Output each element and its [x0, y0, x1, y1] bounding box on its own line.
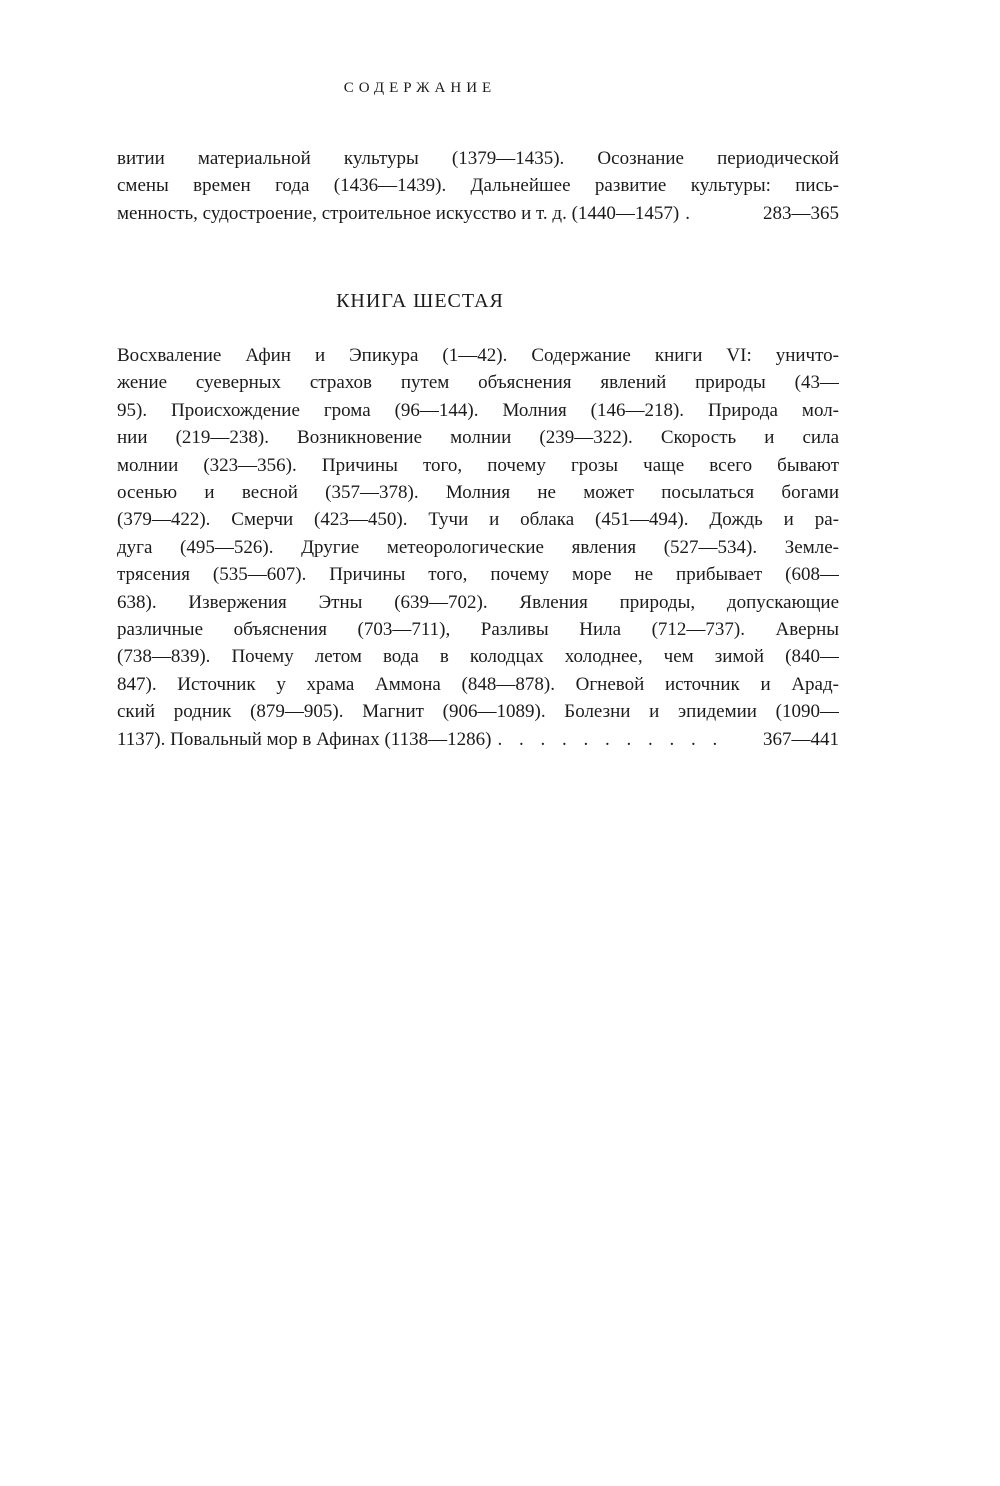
dot-leaders: .	[685, 202, 696, 224]
toc-entry-previous	[117, 145, 839, 227]
toc-line: ский родник (879—905). Магнит (906—1089). Болезни и эпидемии (1090—	[117, 701, 839, 723]
toc-line: дуга (495—526). Другие метеорологические явления (527—534). Земле-	[117, 536, 839, 558]
toc-line: жение суеверных страхов путем объяснения явлений природы (43—	[117, 372, 839, 394]
page-header: СОДЕРЖАНИЕ	[343, 80, 497, 96]
toc-line-text: 1137). Повальный мор в Афинах (1138—1286)	[117, 728, 492, 750]
dot-leaders: . . . . . . . . . . .	[497, 728, 724, 750]
page-range: 283—365	[763, 202, 839, 224]
toc-line-text: менность, судостроение, строительное искусство и т. д. (1440—1457)	[117, 202, 680, 224]
toc-line-last	[117, 200, 839, 227]
toc-line: (379—422). Смерчи (423—450). Тучи и облака (451—494). Дождь и ра-	[117, 509, 839, 531]
book-six-title: КНИГА ШЕСТАЯ	[336, 290, 504, 312]
toc-line: (738—839). Почему летом вода в колодцах холоднее, чем зимой (840—	[117, 646, 839, 668]
toc-line: смены времен года (1436—1439). Дальнейшее развитие культуры: пись-	[117, 175, 839, 197]
toc-line: молнии (323—356). Причины того, почему грозы чаще всего бывают	[117, 454, 839, 476]
toc-line: 638). Извержения Этны (639—702). Явления природы, допускающие	[117, 591, 839, 613]
toc-line-last	[117, 726, 839, 753]
toc-line: нии (219—238). Возникновение молнии (239—322). Скорость и сила	[117, 427, 839, 449]
toc-line: различные объяснения (703—711), Разливы Нила (712—737). Аверны	[117, 619, 839, 641]
toc-line: 847). Источник у храма Аммона (848—878). Огневой источник и Арад-	[117, 673, 839, 695]
toc-line: Восхваление Афин и Эпикура (1—42). Содержание книги VI: уничто-	[117, 345, 839, 366]
page-range: 367—441	[763, 728, 839, 750]
toc-line: витии материальной культуры (1379—1435). Осознание периодической	[117, 148, 839, 169]
toc-line: 95). Происхождение грома (96—144). Молния (146—218). Природа мол-	[117, 399, 839, 421]
toc-entry-book-six	[117, 342, 839, 753]
toc-line: осенью и весной (357—378). Молния не может посылаться богами	[117, 482, 839, 504]
toc-line: трясения (535—607). Причины того, почему море не прибывает (608—	[117, 564, 839, 586]
